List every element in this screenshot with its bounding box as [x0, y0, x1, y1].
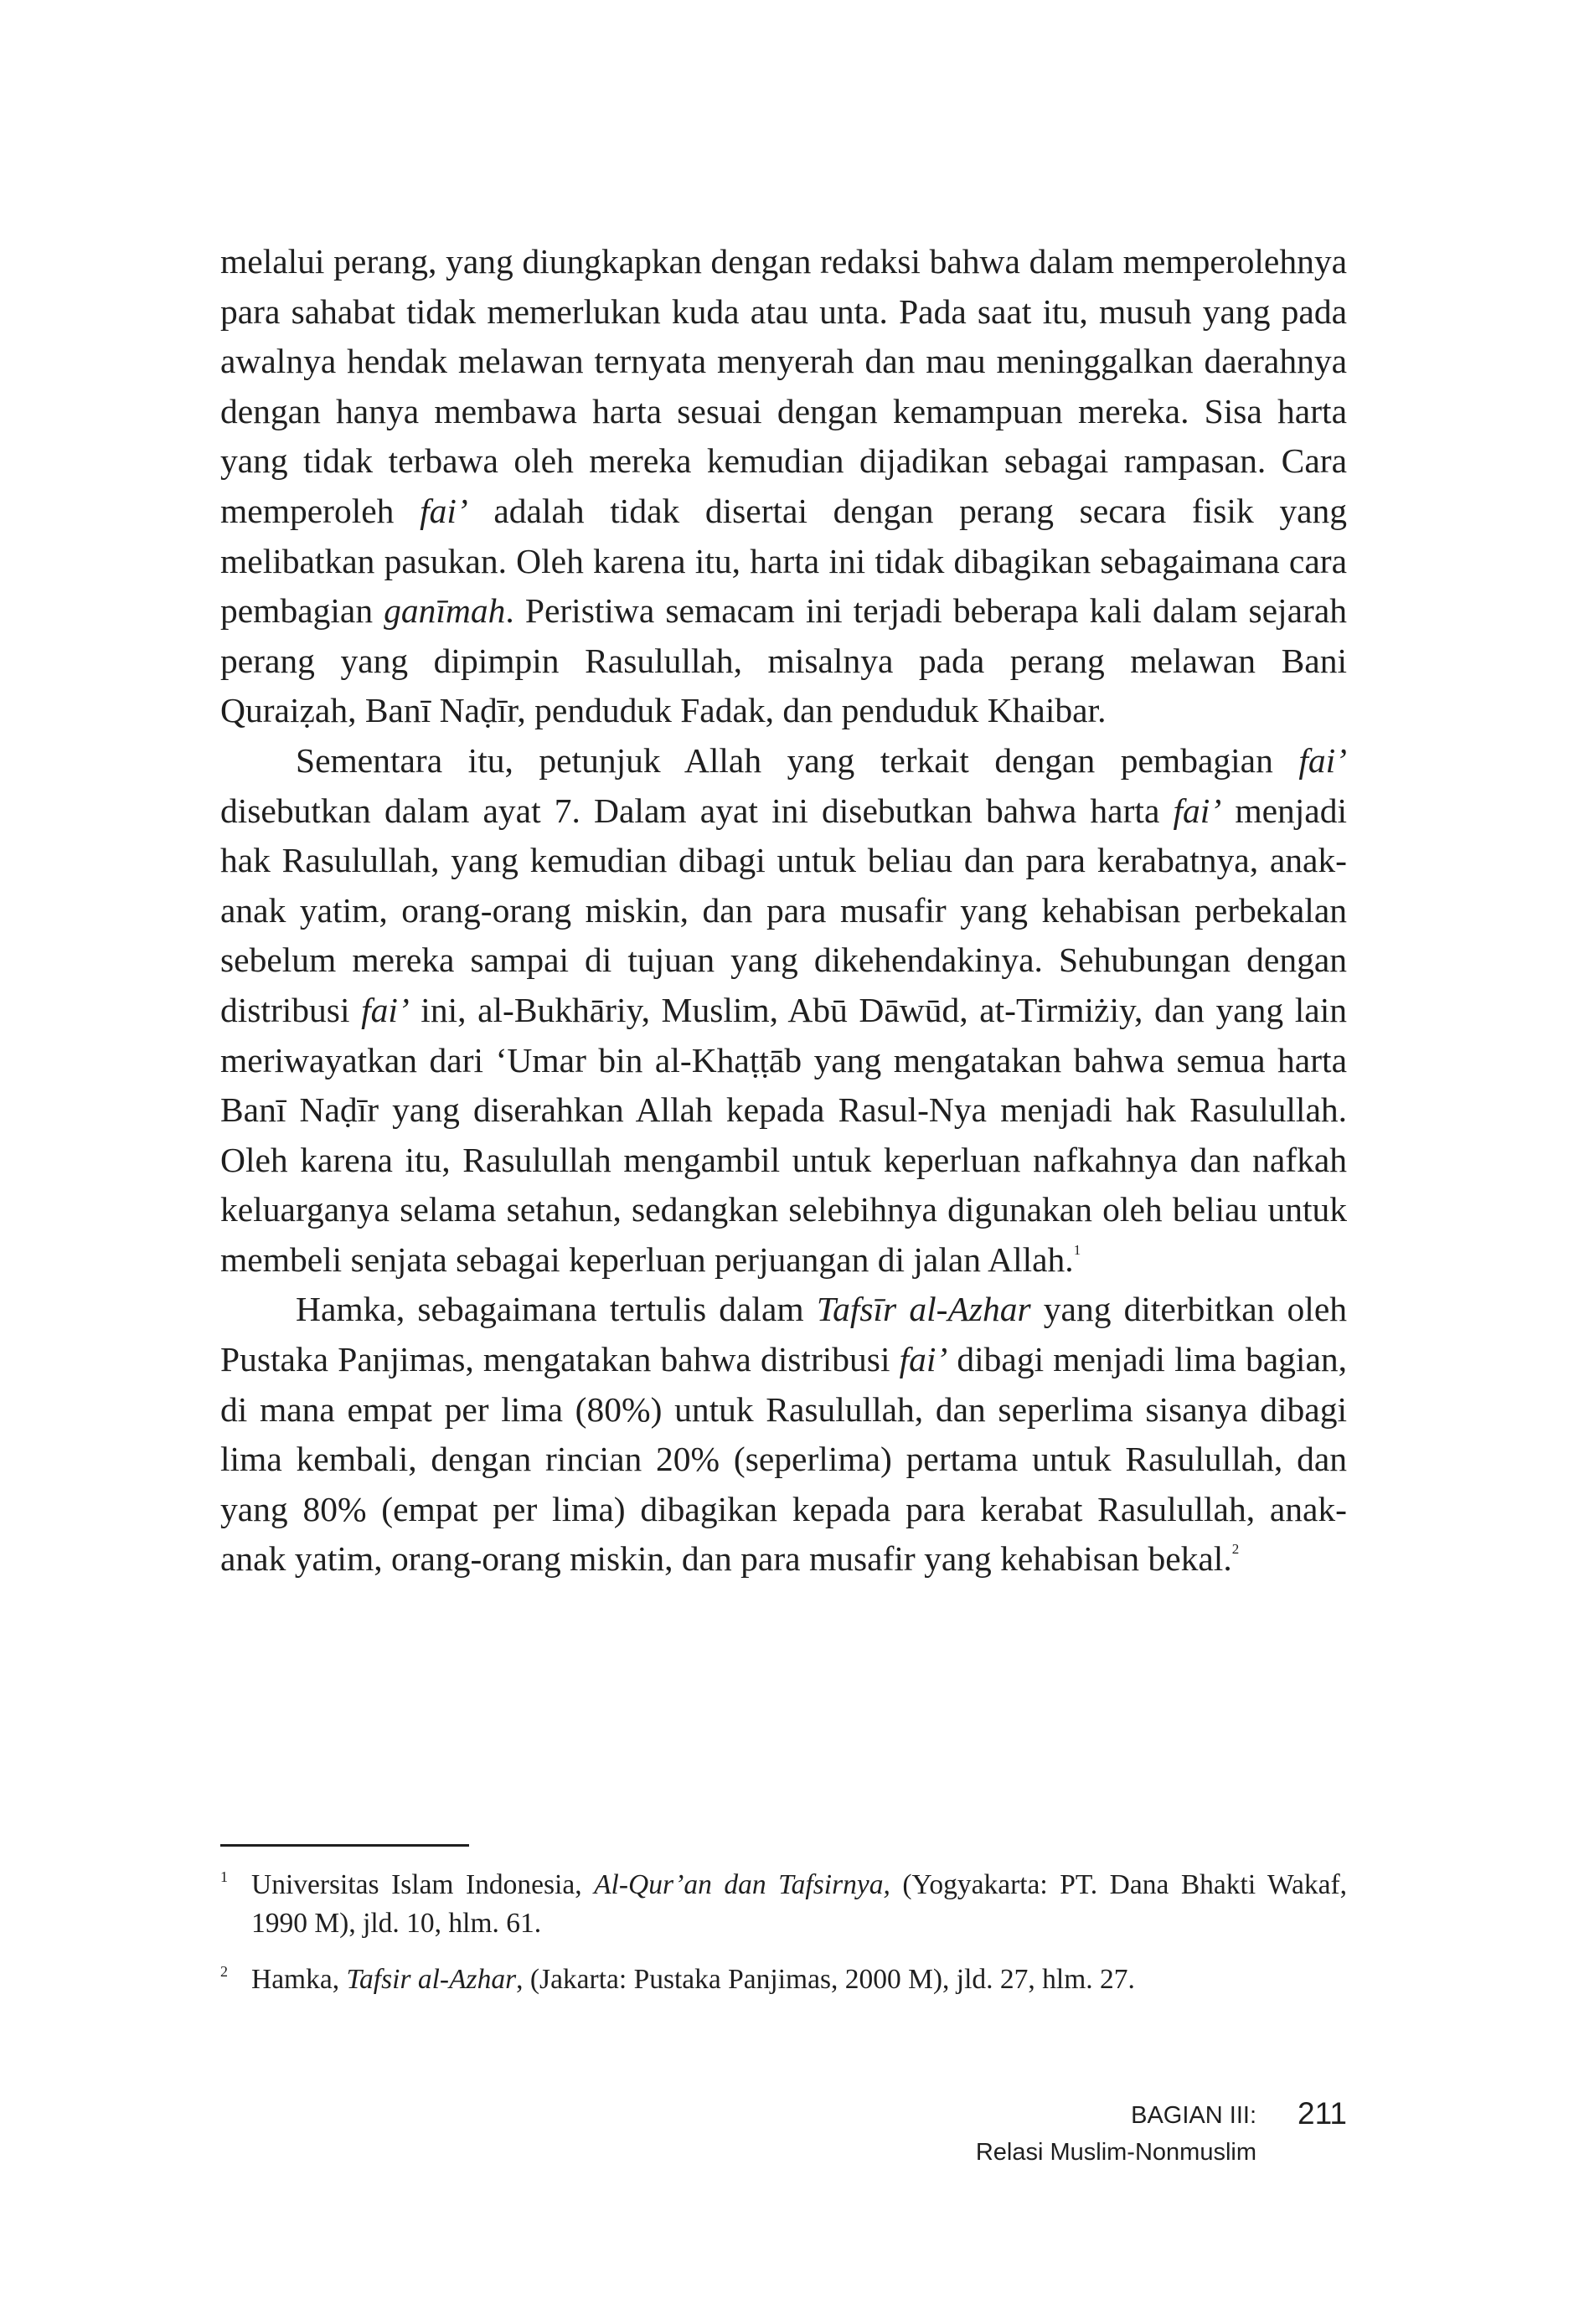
section-label: BAGIAN III:: [1131, 2102, 1256, 2129]
running-footer: [838, 2090, 1357, 2166]
footnote-divider: [220, 1844, 469, 1847]
footnote-number: 1: [220, 1868, 228, 1885]
italic-title: Al-Qur’an dan Tafsirnya,: [594, 1869, 890, 1900]
footnote-ref-2[interactable]: 2: [1231, 1541, 1240, 1558]
italic-term: fai’: [1298, 740, 1347, 780]
paragraph-3: Hamka, sebagaimana tertulis dalam Tafsīr al-Azhar yang diterbitkan oleh Pustaka Panjimas, mengatakan bahwa distribusi fai’ dibagi menjadi lima bagian, di mana empat per lima (80%) untuk Rasulullah, dan seperlima sisanya dibagi lima kembali, dengan rincian 20% (seperlima) pertama untuk Rasulullah, dan yang 80% (empat per lima) dibagikan kepada para kerabat Rasulullah, anak-anak yatim, orang-orang miskin, dan para musafir yang kehabisan bekal.$^2$: [220, 1290, 1347, 1579]
italic-term: fai’: [420, 491, 468, 530]
footnote-ref-1[interactable]: 1: [1073, 1241, 1081, 1258]
paragraph-2: Sementara itu, petunjuk Allah yang terkait dengan pembagian fai’ disebutkan dalam ayat 7. Dalam ayat ini disebutkan bahwa harta fai’ menjadi hak Rasulullah, yang kemudian dibagi untuk beliau dan para kerabatnya, anak-anak yatim, orang-orang miskin, dan para musafir yang kehabisan perbekalan sebelum mereka sampai di tujuan yang dikehendakinya. Sehubungan dengan distribusi fai’ ini, al-Bukhāriy, Muslim, Abū Dāwūd, at-Tirmiżiy, dan yang lain meriwayatkan dari ‘Umar bin al-Khaṭṭāb yang mengatakan bahwa semua harta Banī Naḍīr yang diserahkan Allah kepada Rasul-Nya menjadi hak Rasulullah. Oleh karena itu, Rasulullah mengambil untuk keperluan nafkahnya dan nafkah keluarganya selama setahun, sedangkan selebihnya digunakan oleh beliau untuk membeli senjata sebagai keperluan perjuangan di jalan Allah.$^1$: [220, 740, 1347, 1279]
footnote-2: 2 Hamka, Tafsir al-Azhar, (Jakarta: Pustaka Panjimas, 2000 M), jld. 27, hlm. 27.: [220, 1961, 1347, 1999]
italic-term: fai’: [1173, 791, 1222, 830]
body-text: [220, 237, 1347, 1585]
italic-title: Tafsir al-Azhar: [346, 1964, 517, 1995]
italic-term: fai’: [899, 1340, 948, 1379]
footnote-1: 1 Universitas Islam Indonesia, Al-Qur’an dan Tafsirnya, (Yogyakarta: PT. Dana Bhakti Wakaf, 1990 M), jld. 10, hlm. 61.: [220, 1866, 1347, 1943]
footnotes: [220, 1866, 1347, 2017]
paragraph-1: melalui perang, yang diungkapkan dengan redaksi bahwa dalam memperolehnya para sahabat tidak memerlukan kuda atau unta. Pada saat itu, musuh yang pada awalnya hendak melawan ternyata menyerah dan mau meninggalkan daerahnya dengan hanya membawa harta sesuai dengan kemampuan mereka. Sisa harta yang tidak terbawa oleh mereka kemudian dijadikan sebagai rampasan. Cara memperoleh fai’ adalah tidak disertai dengan perang secara fisik yang melibatkan pasukan. Oleh karena itu, harta ini tidak dibagikan sebagaimana cara pembagian ganīmah. Peristiwa semacam ini terjadi beberapa kali dalam sejarah perang yang dipimpin Rasulullah, misalnya pada perang melawan Bani Quraiẓah, Banī Naḍīr, penduduk Fadak, dan penduduk Khaibar.: [220, 242, 1348, 730]
footnote-number: 2: [220, 1963, 228, 1980]
italic-term: ganīmah: [384, 591, 506, 631]
part-title: Relasi Muslim-Nonmuslim: [975, 2139, 1256, 2166]
italic-title: Tafsīr al-Azhar: [816, 1290, 1031, 1329]
page-number: 211: [1298, 2096, 1347, 2131]
italic-term: fai’: [361, 990, 410, 1029]
